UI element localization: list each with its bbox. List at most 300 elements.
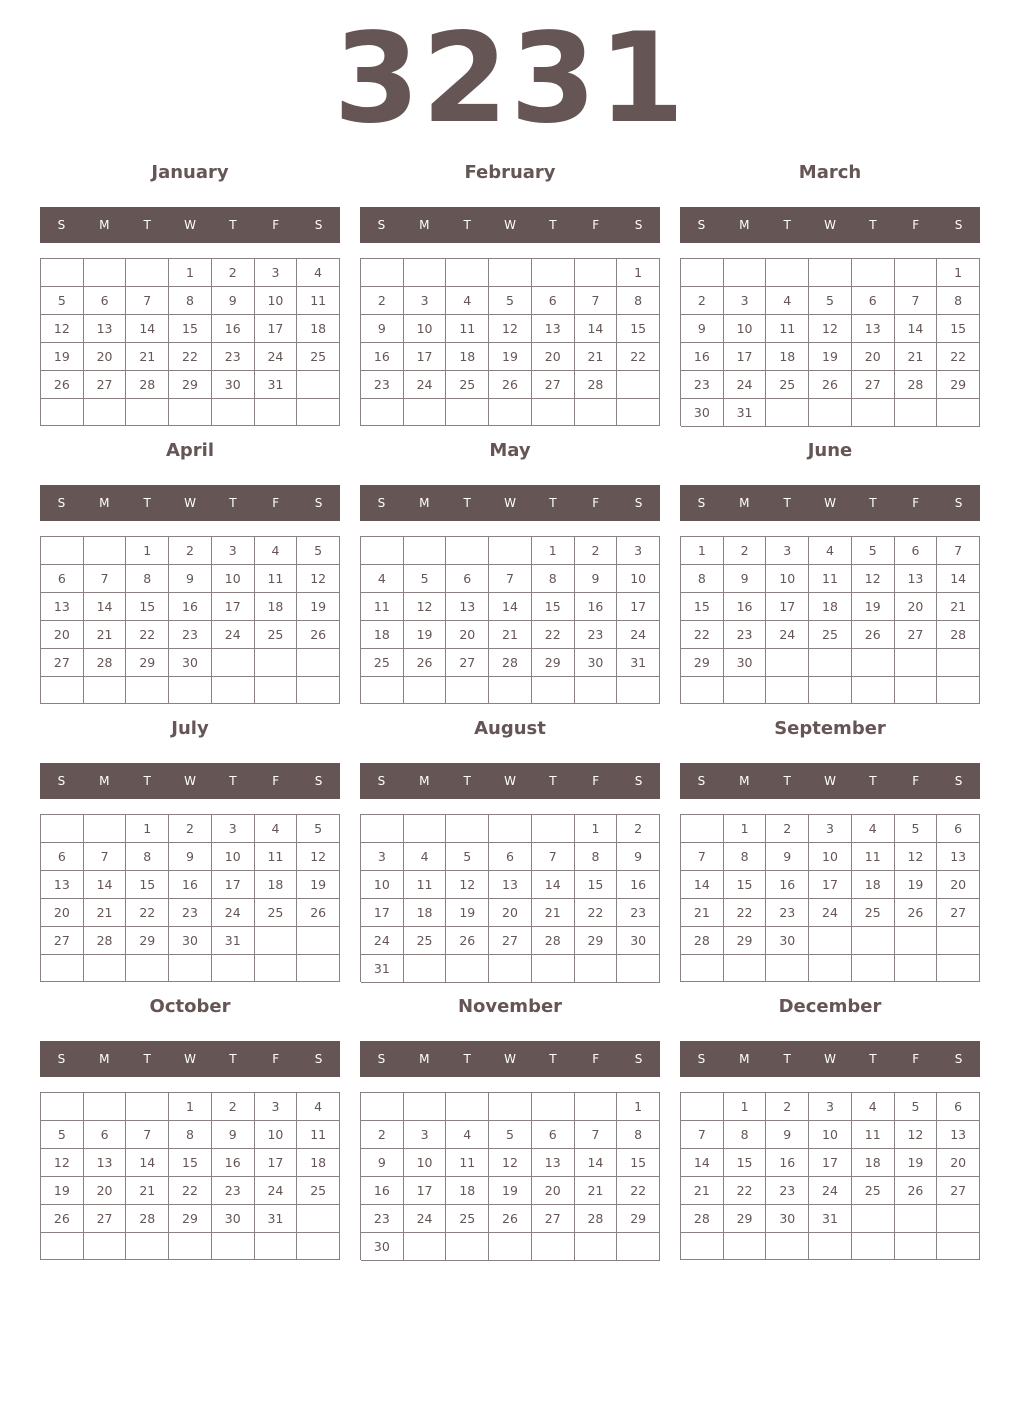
empty-cell	[895, 1205, 938, 1233]
empty-cell	[617, 955, 660, 983]
empty-cell	[126, 1093, 169, 1121]
day-cell: 16	[724, 593, 767, 621]
day-cell: 17	[255, 315, 298, 343]
day-cell: 3	[809, 815, 852, 843]
empty-cell	[937, 649, 980, 677]
day-cell: 10	[404, 1149, 447, 1177]
day-cell: 5	[404, 565, 447, 593]
day-cell: 21	[575, 343, 618, 371]
day-cell: 28	[937, 621, 980, 649]
day-cell: 2	[766, 1093, 809, 1121]
day-cell: 17	[212, 871, 255, 899]
day-cell: 30	[212, 1205, 255, 1233]
weekday-label: M	[99, 496, 110, 510]
day-cell: 23	[617, 899, 660, 927]
empty-cell	[361, 537, 404, 565]
weekday-label: T	[143, 218, 151, 232]
day-cell: 24	[809, 899, 852, 927]
day-cell: 22	[126, 899, 169, 927]
empty-cell	[361, 1093, 404, 1121]
day-cell: 13	[489, 871, 532, 899]
day-cell: 18	[809, 593, 852, 621]
empty-cell	[126, 1233, 169, 1260]
day-cell: 14	[681, 1149, 724, 1177]
empty-cell	[404, 1233, 447, 1261]
day-cell: 6	[446, 565, 489, 593]
weekday-label: T	[143, 1052, 151, 1066]
day-cell: 16	[575, 593, 618, 621]
day-cell: 1	[532, 537, 575, 565]
day-cell: 27	[84, 371, 127, 399]
day-cell: 15	[169, 315, 212, 343]
weekday-label: M	[419, 774, 430, 788]
empty-cell	[724, 259, 767, 287]
empty-cell	[681, 955, 724, 982]
empty-cell	[766, 399, 809, 427]
day-cell: 21	[681, 1177, 724, 1205]
day-cell: 12	[297, 565, 340, 593]
weekday-label: M	[99, 774, 110, 788]
weekday-label: W	[184, 218, 196, 232]
day-cell: 14	[489, 593, 532, 621]
day-grid	[360, 814, 660, 982]
weekday-header	[680, 485, 980, 521]
day-cell: 3	[212, 815, 255, 843]
empty-cell	[489, 1093, 532, 1121]
empty-cell	[297, 649, 340, 677]
day-cell: 24	[809, 1177, 852, 1205]
empty-cell	[41, 955, 84, 982]
day-cell: 3	[404, 287, 447, 315]
weekday-label: T	[229, 1052, 237, 1066]
day-cell: 3	[724, 287, 767, 315]
day-cell: 9	[212, 287, 255, 315]
empty-cell	[937, 1205, 980, 1233]
day-cell: 19	[404, 621, 447, 649]
day-cell: 6	[532, 1121, 575, 1149]
day-cell: 15	[617, 315, 660, 343]
day-cell: 2	[361, 287, 404, 315]
day-cell: 10	[212, 843, 255, 871]
day-cell: 20	[446, 621, 489, 649]
day-cell: 6	[489, 843, 532, 871]
day-cell: 22	[724, 899, 767, 927]
day-cell: 27	[41, 927, 84, 955]
day-cell: 7	[126, 287, 169, 315]
month-name: March	[798, 162, 862, 183]
day-cell: 28	[489, 649, 532, 677]
day-cell: 29	[724, 927, 767, 955]
day-cell: 22	[575, 899, 618, 927]
day-cell: 11	[766, 315, 809, 343]
empty-cell	[446, 955, 489, 983]
weekday-label: W	[824, 1052, 836, 1066]
weekday-label: W	[504, 1052, 516, 1066]
empty-cell	[255, 1233, 298, 1260]
empty-cell	[937, 399, 980, 427]
day-cell: 8	[681, 565, 724, 593]
weekday-label: S	[954, 496, 963, 510]
day-cell: 13	[937, 1121, 980, 1149]
day-cell: 1	[575, 815, 618, 843]
weekday-label: F	[272, 496, 280, 510]
day-cell: 18	[255, 871, 298, 899]
empty-cell	[489, 399, 532, 426]
empty-cell	[681, 259, 724, 287]
day-cell: 16	[766, 871, 809, 899]
month-name: October	[149, 996, 231, 1017]
weekday-label: S	[57, 774, 66, 788]
day-cell: 10	[255, 287, 298, 315]
empty-cell	[297, 927, 340, 955]
day-cell: 8	[617, 1121, 660, 1149]
day-cell: 6	[937, 815, 980, 843]
day-cell: 25	[852, 899, 895, 927]
day-cell: 19	[852, 593, 895, 621]
day-cell: 7	[681, 1121, 724, 1149]
empty-cell	[255, 649, 298, 677]
empty-cell	[446, 259, 489, 287]
day-cell: 24	[404, 371, 447, 399]
empty-cell	[809, 927, 852, 955]
empty-cell	[126, 677, 169, 704]
day-cell: 23	[681, 371, 724, 399]
day-cell: 26	[297, 899, 340, 927]
day-cell: 16	[169, 871, 212, 899]
day-cell: 24	[617, 621, 660, 649]
weekday-label: T	[143, 496, 151, 510]
empty-cell	[297, 677, 340, 704]
day-cell: 15	[724, 1149, 767, 1177]
day-cell: 9	[766, 1121, 809, 1149]
day-cell: 15	[575, 871, 618, 899]
weekday-header	[680, 1041, 980, 1077]
weekday-label: S	[314, 774, 323, 788]
weekday-label: F	[912, 496, 920, 510]
day-cell: 22	[937, 343, 980, 371]
month-name: January	[151, 162, 229, 183]
day-cell: 17	[361, 899, 404, 927]
day-cell: 24	[724, 371, 767, 399]
day-cell: 17	[617, 593, 660, 621]
empty-cell	[724, 677, 767, 704]
day-cell: 8	[724, 1121, 767, 1149]
day-cell: 26	[895, 1177, 938, 1205]
day-cell: 27	[489, 927, 532, 955]
day-cell: 31	[617, 649, 660, 677]
day-cell: 17	[724, 343, 767, 371]
day-cell: 31	[255, 1205, 298, 1233]
empty-cell	[446, 815, 489, 843]
day-cell: 13	[895, 565, 938, 593]
month-name: August	[474, 718, 546, 739]
day-cell: 29	[617, 1205, 660, 1233]
day-cell: 4	[809, 537, 852, 565]
day-cell: 9	[681, 315, 724, 343]
empty-cell	[297, 371, 340, 399]
day-cell: 27	[937, 899, 980, 927]
empty-cell	[895, 927, 938, 955]
day-cell: 14	[681, 871, 724, 899]
day-cell: 10	[724, 315, 767, 343]
day-cell: 16	[617, 871, 660, 899]
day-cell: 18	[852, 871, 895, 899]
empty-cell	[41, 1233, 84, 1260]
day-cell: 4	[446, 287, 489, 315]
day-cell: 19	[489, 343, 532, 371]
day-cell: 27	[446, 649, 489, 677]
day-cell: 17	[212, 593, 255, 621]
day-cell: 7	[84, 565, 127, 593]
day-cell: 10	[404, 315, 447, 343]
day-cell: 26	[895, 899, 938, 927]
weekday-label: S	[314, 496, 323, 510]
weekday-label: T	[549, 774, 557, 788]
weekday-header	[40, 485, 340, 521]
day-cell: 10	[212, 565, 255, 593]
day-cell: 16	[212, 1149, 255, 1177]
day-cell: 15	[126, 593, 169, 621]
weekday-label: M	[739, 218, 750, 232]
month-name: June	[807, 440, 853, 461]
weekday-label: W	[184, 774, 196, 788]
day-cell: 22	[126, 621, 169, 649]
day-cell: 9	[724, 565, 767, 593]
day-cell: 1	[126, 537, 169, 565]
day-cell: 14	[937, 565, 980, 593]
empty-cell	[446, 1233, 489, 1261]
day-cell: 30	[361, 1233, 404, 1261]
day-cell: 25	[361, 649, 404, 677]
day-cell: 19	[895, 1149, 938, 1177]
day-cell: 8	[937, 287, 980, 315]
day-cell: 20	[41, 621, 84, 649]
empty-cell	[937, 955, 980, 982]
day-cell: 4	[766, 287, 809, 315]
day-cell: 3	[766, 537, 809, 565]
empty-cell	[446, 537, 489, 565]
day-cell: 30	[212, 371, 255, 399]
day-cell: 3	[255, 259, 298, 287]
weekday-label: F	[912, 774, 920, 788]
day-cell: 18	[404, 899, 447, 927]
empty-cell	[361, 259, 404, 287]
weekday-label: T	[229, 218, 237, 232]
day-grid	[40, 1092, 340, 1260]
weekday-label: F	[272, 774, 280, 788]
month-name: December	[778, 996, 882, 1017]
day-cell: 11	[297, 1121, 340, 1149]
day-cell: 6	[84, 287, 127, 315]
day-cell: 12	[297, 843, 340, 871]
day-cell: 20	[937, 871, 980, 899]
empty-cell	[126, 955, 169, 982]
day-cell: 14	[575, 315, 618, 343]
day-cell: 30	[766, 1205, 809, 1233]
day-cell: 3	[404, 1121, 447, 1149]
empty-cell	[41, 537, 84, 565]
day-cell: 5	[809, 287, 852, 315]
day-cell: 10	[255, 1121, 298, 1149]
weekday-label: T	[463, 1052, 471, 1066]
empty-cell	[809, 259, 852, 287]
day-cell: 8	[169, 1121, 212, 1149]
day-cell: 10	[361, 871, 404, 899]
empty-cell	[404, 399, 447, 426]
day-cell: 5	[41, 1121, 84, 1149]
day-cell: 29	[126, 649, 169, 677]
empty-cell	[895, 649, 938, 677]
empty-cell	[895, 399, 938, 427]
day-cell: 12	[852, 565, 895, 593]
day-cell: 14	[895, 315, 938, 343]
day-cell: 28	[126, 1205, 169, 1233]
weekday-label: S	[697, 774, 706, 788]
empty-cell	[681, 1093, 724, 1121]
empty-cell	[895, 677, 938, 704]
day-cell: 29	[681, 649, 724, 677]
weekday-label: M	[419, 496, 430, 510]
empty-cell	[212, 955, 255, 982]
day-cell: 8	[532, 565, 575, 593]
day-cell: 21	[937, 593, 980, 621]
weekday-label: T	[549, 496, 557, 510]
empty-cell	[766, 677, 809, 704]
day-cell: 10	[617, 565, 660, 593]
day-cell: 3	[212, 537, 255, 565]
day-cell: 7	[532, 843, 575, 871]
day-cell: 19	[809, 343, 852, 371]
weekday-label: S	[377, 218, 386, 232]
day-cell: 11	[852, 1121, 895, 1149]
day-cell: 5	[895, 815, 938, 843]
day-cell: 27	[41, 649, 84, 677]
empty-cell	[84, 399, 127, 426]
day-cell: 23	[169, 621, 212, 649]
weekday-header	[40, 1041, 340, 1077]
empty-cell	[575, 1093, 618, 1121]
weekday-label: S	[314, 218, 323, 232]
day-cell: 23	[766, 899, 809, 927]
day-cell: 18	[297, 1149, 340, 1177]
day-cell: 7	[895, 287, 938, 315]
day-cell: 28	[681, 1205, 724, 1233]
weekday-header	[360, 1041, 660, 1077]
day-cell: 26	[446, 927, 489, 955]
weekday-label: F	[592, 1052, 600, 1066]
weekday-label: F	[592, 218, 600, 232]
empty-cell	[681, 1233, 724, 1260]
empty-cell	[852, 677, 895, 704]
weekday-header	[680, 763, 980, 799]
day-cell: 22	[617, 343, 660, 371]
day-cell: 4	[297, 259, 340, 287]
day-cell: 25	[297, 343, 340, 371]
day-cell: 19	[297, 593, 340, 621]
weekday-label: F	[272, 218, 280, 232]
day-cell: 1	[169, 1093, 212, 1121]
empty-cell	[84, 1233, 127, 1260]
day-cell: 18	[766, 343, 809, 371]
day-cell: 18	[297, 315, 340, 343]
day-cell: 25	[809, 621, 852, 649]
empty-cell	[852, 955, 895, 982]
day-cell: 5	[41, 287, 84, 315]
day-cell: 23	[212, 1177, 255, 1205]
weekday-header	[360, 485, 660, 521]
day-cell: 3	[255, 1093, 298, 1121]
day-cell: 23	[169, 899, 212, 927]
month-name: May	[489, 440, 531, 461]
weekday-label: W	[504, 218, 516, 232]
empty-cell	[532, 1093, 575, 1121]
empty-cell	[41, 677, 84, 704]
day-cell: 28	[126, 371, 169, 399]
day-cell: 14	[575, 1149, 618, 1177]
day-cell: 17	[404, 1177, 447, 1205]
day-cell: 9	[766, 843, 809, 871]
day-cell: 2	[212, 259, 255, 287]
empty-cell	[532, 399, 575, 426]
weekday-label: T	[783, 774, 791, 788]
day-cell: 28	[575, 1205, 618, 1233]
day-cell: 18	[852, 1149, 895, 1177]
day-cell: 13	[446, 593, 489, 621]
day-cell: 5	[489, 1121, 532, 1149]
day-cell: 10	[809, 843, 852, 871]
empty-cell	[766, 955, 809, 982]
day-cell: 24	[404, 1205, 447, 1233]
day-grid	[360, 1092, 660, 1260]
empty-cell	[361, 677, 404, 704]
day-cell: 2	[681, 287, 724, 315]
empty-cell	[404, 815, 447, 843]
weekday-label: W	[504, 496, 516, 510]
day-cell: 30	[724, 649, 767, 677]
empty-cell	[809, 1233, 852, 1260]
day-cell: 15	[724, 871, 767, 899]
weekday-label: S	[377, 774, 386, 788]
day-cell: 19	[489, 1177, 532, 1205]
day-cell: 1	[617, 259, 660, 287]
day-cell: 25	[255, 899, 298, 927]
day-cell: 30	[169, 927, 212, 955]
empty-cell	[809, 955, 852, 982]
empty-cell	[724, 955, 767, 982]
weekday-label: S	[954, 1052, 963, 1066]
day-cell: 20	[84, 343, 127, 371]
weekday-label: T	[143, 774, 151, 788]
day-grid	[680, 1092, 980, 1260]
day-grid	[680, 814, 980, 982]
day-cell: 12	[41, 1149, 84, 1177]
empty-cell	[255, 955, 298, 982]
day-cell: 22	[169, 1177, 212, 1205]
empty-cell	[681, 815, 724, 843]
empty-cell	[446, 399, 489, 426]
empty-cell	[255, 927, 298, 955]
day-cell: 6	[852, 287, 895, 315]
day-cell: 26	[297, 621, 340, 649]
day-cell: 26	[852, 621, 895, 649]
weekday-label: F	[592, 774, 600, 788]
day-cell: 11	[404, 871, 447, 899]
weekday-label: M	[99, 1052, 110, 1066]
day-cell: 31	[212, 927, 255, 955]
empty-cell	[809, 399, 852, 427]
day-cell: 29	[532, 649, 575, 677]
day-cell: 4	[297, 1093, 340, 1121]
